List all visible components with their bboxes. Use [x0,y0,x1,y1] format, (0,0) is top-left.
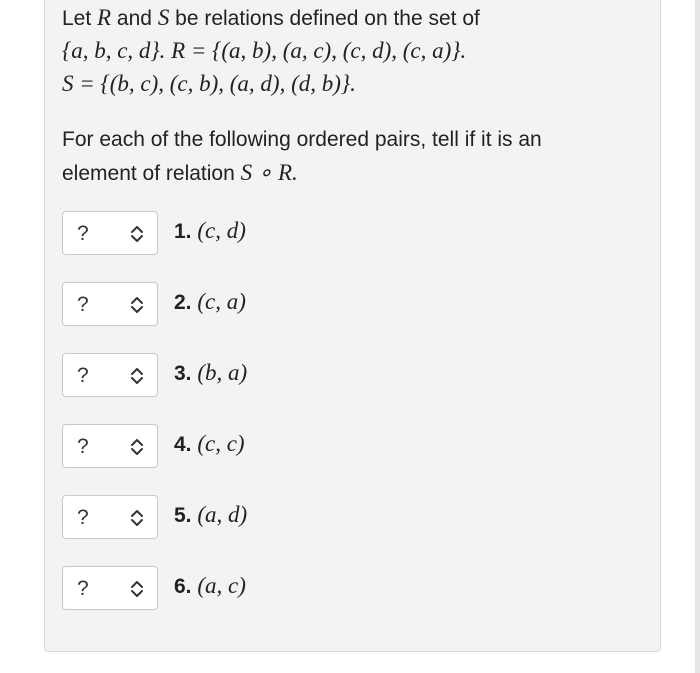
problem-line-3 [62,67,652,100]
s-definition: S = {(b, c), (c, b), (a, d), (d, b)}. [62,71,356,96]
question-number: 5. [174,504,192,527]
chevron-up-down-icon [129,294,145,316]
and-text: and [111,7,158,30]
problem-line-2 [62,34,652,67]
problem-statement [62,0,652,100]
scrollbar-edge [695,0,700,673]
chevron-up-down-icon [129,507,145,529]
var-s: S [157,5,170,30]
answer-select[interactable] [62,211,158,255]
answer-select[interactable] [62,353,158,397]
ordered-pair: (b, a) [197,360,248,385]
question-label [174,289,246,315]
question-number: 6. [174,575,192,598]
intro-text-2: be relations defined on the set of [169,7,480,30]
question-number: 4. [174,433,192,456]
composition-symbol: S ∘ R. [240,160,298,185]
question-number: 3. [174,362,192,385]
var-r: R [97,5,112,30]
chevron-up-down-icon [129,365,145,387]
problem-line-1 [62,1,652,34]
ordered-pair: (c, c) [197,431,245,456]
select-value: ? [77,293,89,316]
chevron-up-down-icon [129,223,145,245]
answer-select[interactable] [62,282,158,326]
question-label [174,502,247,528]
select-value: ? [77,364,89,387]
instruction-line-2 [62,156,542,189]
intro-text: Let [62,7,98,30]
select-value: ? [77,577,89,600]
chevron-up-down-icon [129,578,145,600]
instruction-text: element of relation [62,162,241,185]
instruction [62,123,542,189]
select-value: ? [77,222,89,245]
question-label [174,360,247,386]
question-label [174,218,246,244]
question-label [174,573,246,599]
answer-select[interactable] [62,495,158,539]
answer-select[interactable] [62,566,158,610]
set-and-r-definition: {a, b, c, d}. R = {(a, b), (a, c), (c, d), (c, a)}. [62,38,467,63]
question-number: 2. [174,291,192,314]
ordered-pair: (c, d) [197,218,246,243]
answer-select[interactable] [62,424,158,468]
select-value: ? [77,435,89,458]
question-number: 1. [174,220,192,243]
chevron-up-down-icon [129,436,145,458]
question-label [174,431,245,457]
ordered-pair: (a, d) [197,502,248,527]
ordered-pair: (c, a) [197,289,246,314]
instruction-line-1: For each of the following ordered pairs, tell if it is an [62,128,542,151]
select-value: ? [77,506,89,529]
ordered-pair: (a, c) [197,573,246,598]
